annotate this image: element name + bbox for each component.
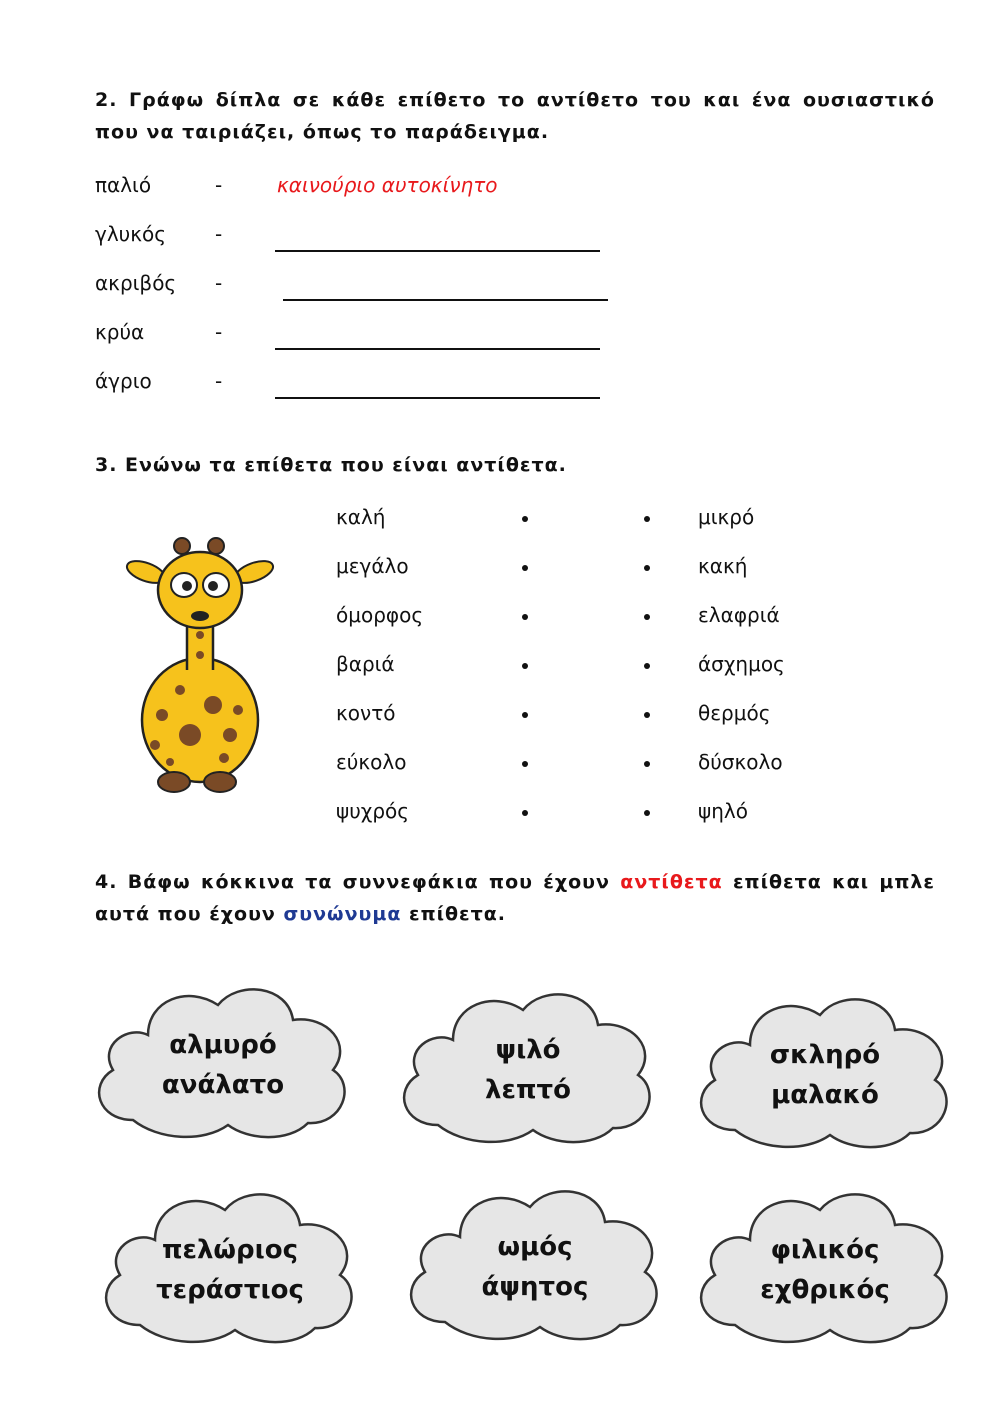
match-row [0,750,1000,780]
dash: - [215,222,223,246]
match-dot-left[interactable] [522,516,528,522]
match-right-word: θερμός [698,701,771,725]
match-dot-left[interactable] [522,663,528,669]
section-4-heading [95,866,935,930]
word-synonyms: συνώνυμα [283,903,402,925]
answer-blank-line[interactable] [275,348,600,350]
dash: - [215,320,223,344]
match-row [0,554,1000,584]
cloud-card[interactable] [690,1180,960,1350]
adjective-word: παλιό [95,173,152,197]
section-3-heading: 3. Ενώνω τα επίθετα που είναι αντίθετα. [95,454,567,476]
match-right-word: δύσκολο [698,750,783,774]
match-left-word: καλή [336,505,386,529]
cloud-word: λεπτό [485,1075,571,1105]
word-antonyms: αντίθετα [620,871,723,893]
cloud-card[interactable] [88,975,358,1145]
match-dot-left[interactable] [522,761,528,767]
match-left-word: εύκολο [336,750,407,774]
cloud-card[interactable] [690,985,960,1155]
cloud-card[interactable] [95,1180,365,1350]
cloud-word: άψητος [481,1272,589,1302]
match-right-word: ελαφριά [698,603,780,627]
heading-text: επίθετα. [401,903,507,925]
adjective-word: άγριο [95,369,152,393]
match-left-word: ψυχρός [336,799,409,823]
match-right-word: κακή [698,554,748,578]
match-left-word: όμορφος [336,603,424,627]
answer-blank-line[interactable] [275,250,600,252]
match-dot-left[interactable] [522,810,528,816]
match-dot-left[interactable] [522,712,528,718]
cloud-word: ψιλό [495,1035,561,1065]
match-left-word: βαριά [336,652,395,676]
answer-blank-line[interactable] [275,397,600,399]
match-dot-right[interactable] [644,761,650,767]
cloud-word: μαλακό [771,1080,879,1110]
dash: - [215,271,223,295]
cloud-text [95,1230,365,1310]
adjective-word: γλυκός [95,222,167,246]
cloud-word: εχθρικός [760,1275,890,1305]
match-row [0,603,1000,633]
match-row [0,701,1000,731]
match-row [0,652,1000,682]
match-right-word: μικρό [698,505,755,529]
match-left-word: μεγάλο [336,554,409,578]
cloud-word: φιλικός [770,1235,880,1265]
cloud-word: πελώριος [161,1235,299,1265]
example-answer: καινούριο αυτοκίνητο [277,173,498,197]
cloud-text [690,1035,960,1115]
match-dot-left[interactable] [522,614,528,620]
adjective-word: ακριβός [95,271,177,295]
match-dot-right[interactable] [644,614,650,620]
match-row [0,799,1000,829]
cloud-word: ωμός [497,1232,573,1262]
heading-text: 4. Βάφω κόκκινα τα συννεφάκια που έχουν [95,871,621,893]
dash: - [215,369,223,393]
cloud-card[interactable] [400,1177,670,1347]
heading-text: επίθετα και μπλε αυτά που έχουν [95,871,935,925]
match-dot-right[interactable] [644,663,650,669]
answer-blank-line[interactable] [283,299,608,301]
cloud-card[interactable] [393,980,663,1150]
cloud-text [690,1230,960,1310]
cloud-word: ανάλατο [161,1070,285,1100]
match-dot-right[interactable] [644,516,650,522]
match-right-word: άσχημος [698,652,785,676]
cloud-text [393,1030,663,1110]
section-2-heading: 2. Γράφω δίπλα σε κάθε επίθετο το αντίθετο του και ένα ουσιαστικό που να ταιριάζει, όπως το παράδειγμα. [95,89,935,143]
match-dot-right[interactable] [644,810,650,816]
match-right-word: ψηλό [698,799,748,823]
match-dot-left[interactable] [522,565,528,571]
cloud-word: τεράστιος [156,1275,304,1305]
cloud-word: σκληρό [769,1040,881,1070]
match-dot-right[interactable] [644,712,650,718]
adjective-word: κρύα [95,320,145,344]
cloud-text [88,1025,358,1105]
match-row [0,505,1000,535]
cloud-word: αλμυρό [169,1030,277,1060]
cloud-text [400,1227,670,1307]
match-dot-right[interactable] [644,565,650,571]
dash: - [215,173,223,197]
match-left-word: κοντό [336,701,396,725]
